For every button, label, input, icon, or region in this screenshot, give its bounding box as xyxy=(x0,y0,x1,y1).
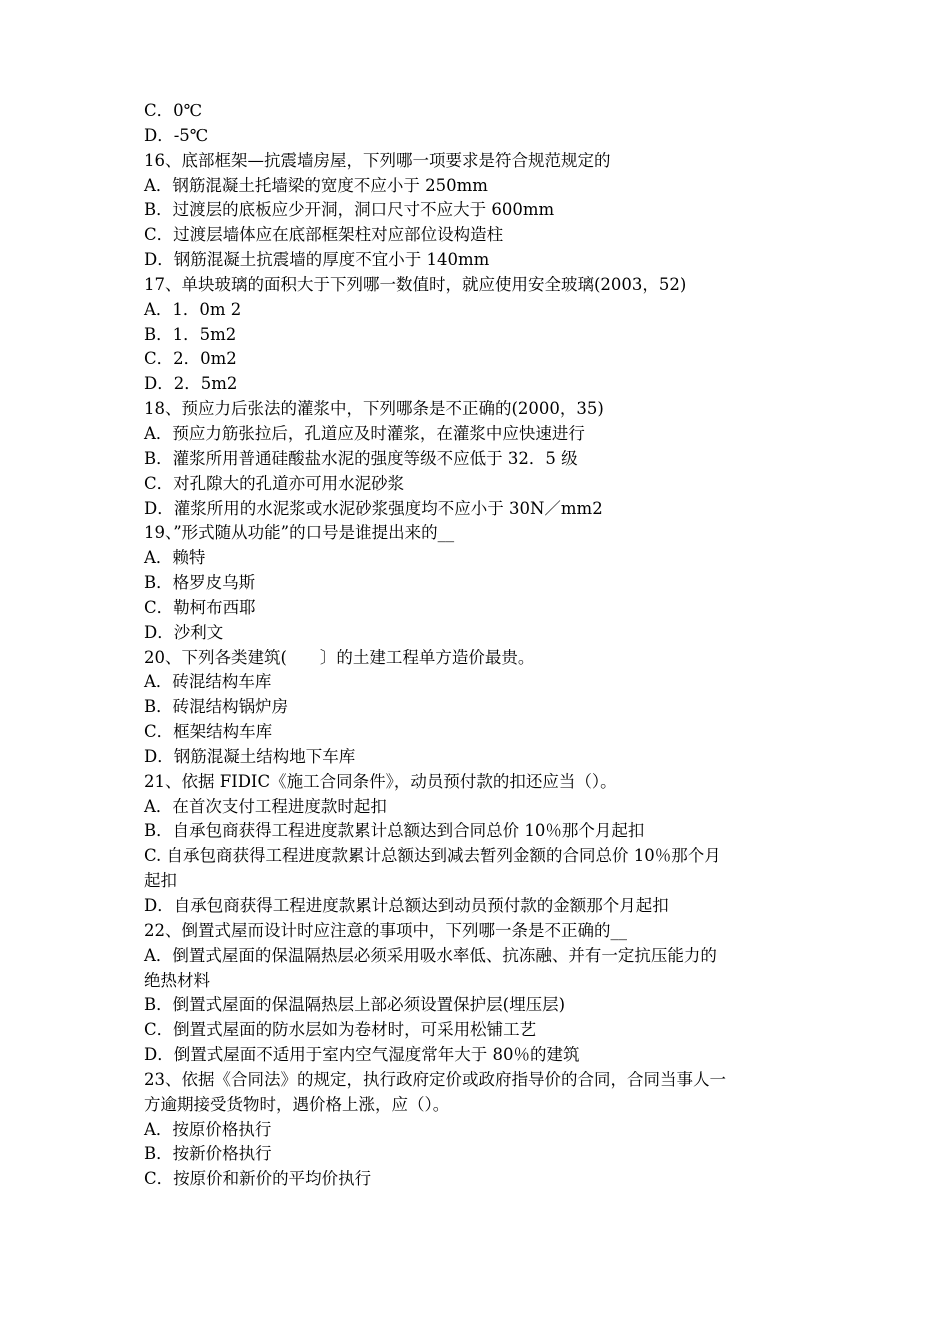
option-d-q15: D．-5℃ xyxy=(144,125,209,145)
document-body xyxy=(144,99,824,1192)
option-b-q18: B．灌浆所用普通硅酸盐水泥的强度等级不应低于 32．5 级 xyxy=(144,448,578,468)
option-d-q17: D．2．5m2 xyxy=(144,374,238,394)
option-a-q20: A．砖混结构车库 xyxy=(144,672,272,692)
option-c-q20: C．框架结构车库 xyxy=(144,722,273,742)
option-a-q23: A．按原价格执行 xyxy=(144,1119,272,1139)
option-a-q16: A．钢筋混凝土托墙梁的宽度不应小于 250mm xyxy=(144,175,488,195)
option-c-q19: C．勒柯布西耶 xyxy=(144,597,256,617)
question-16: 16、底部框架—抗震墙房屋，下列哪一项要求是符合规范规定的 xyxy=(144,150,611,170)
option-b-q16: B．过渡层的底板应少开洞，洞口尺寸不应大于 600mm xyxy=(144,200,555,220)
option-d-q20: D．钢筋混凝土结构地下车库 xyxy=(144,746,356,766)
question-23-continued: 方逾期接受货物时，遇价格上涨，应（）。 xyxy=(144,1094,450,1114)
option-b-q19: B．格罗皮乌斯 xyxy=(144,573,256,593)
option-c-q21: C. 自承包商获得工程进度款累计总额达到减去暂列金额的合同总价 10％那个月 xyxy=(144,846,721,866)
question-21: 21、依据 FIDIC《施工合同条件》，动员预付款的扣还应当（）。 xyxy=(144,771,617,791)
option-d-q19: D．沙利文 xyxy=(144,622,224,642)
option-c-q16: C．过渡层墙体应在底部框架柱对应部位设构造柱 xyxy=(144,225,504,245)
option-b-q21: B．自承包商获得工程进度款累计总额达到合同总价 10％那个月起扣 xyxy=(144,821,645,841)
option-c-q15: C．0℃ xyxy=(144,101,203,120)
option-a-q22-continued: 绝热材料 xyxy=(144,970,210,990)
option-d-q22: D．倒置式屋面不适用于室内空气湿度常年大于 80％的建筑 xyxy=(144,1045,580,1065)
question-23: 23、依据《合同法》的规定，执行政府定价或政府指导价的合同，合同当事人一 xyxy=(144,1069,726,1089)
question-22: 22、倒置式屋而设计时应注意的事项中，下列哪一条是不正确的__ xyxy=(144,920,627,940)
option-c-q18: C．对孔隙大的孔道亦可用水泥砂浆 xyxy=(144,473,405,493)
option-a-q18: A．预应力筋张拉后，孔道应及时灌浆，在灌浆中应快速进行 xyxy=(144,423,585,443)
option-a-q17: A．1．0m 2 xyxy=(144,299,242,319)
option-a-q21: A．在首次支付工程进度款时起扣 xyxy=(144,796,387,816)
option-c-q17: C．2．0m2 xyxy=(144,349,237,369)
option-b-q23: B．按新价格执行 xyxy=(144,1144,272,1164)
option-a-q19: A．赖特 xyxy=(144,548,206,568)
option-a-q22: A．倒置式屋面的保温隔热层必须采用吸水率低、抗冻融、并有一定抗压能力的 xyxy=(144,945,717,965)
option-d-q18: D．灌浆所用的水泥浆或水泥砂浆强度均不应小于 30N／mm2 xyxy=(144,498,603,518)
question-17: 17、单块玻璃的面积大于下列哪一数值时，就应使用安全玻璃(2003，52) xyxy=(144,274,687,294)
option-c-q23: C．按原价和新价的平均价执行 xyxy=(144,1169,372,1189)
question-19: 19、”形式随从功能”的口号是谁提出来的__ xyxy=(144,523,455,543)
option-b-q22: B．倒置式屋面的保温隔热层上部必须设置保护层(埋压层) xyxy=(144,995,565,1015)
question-20: 20、下列各类建筑( 〕的土建工程单方造价最贵。 xyxy=(144,647,535,667)
option-b-q17: B．1．5m2 xyxy=(144,324,237,344)
option-d-q16: D．钢筋混凝土抗震墙的厚度不宜小于 140mm xyxy=(144,250,490,270)
option-d-q21: D．自承包商获得工程进度款累计总额达到动员预付款的金额那个月起扣 xyxy=(144,896,669,915)
option-c-q22: C．倒置式屋面的防水层如为卷材时，可采用松铺工艺 xyxy=(144,1020,537,1040)
option-c-q21-continued: 起扣 xyxy=(144,871,177,891)
question-18: 18、预应力后张法的灌浆中，下列哪条是不正确的(2000，35) xyxy=(144,399,604,419)
option-b-q20: B．砖混结构锅炉房 xyxy=(144,697,289,717)
